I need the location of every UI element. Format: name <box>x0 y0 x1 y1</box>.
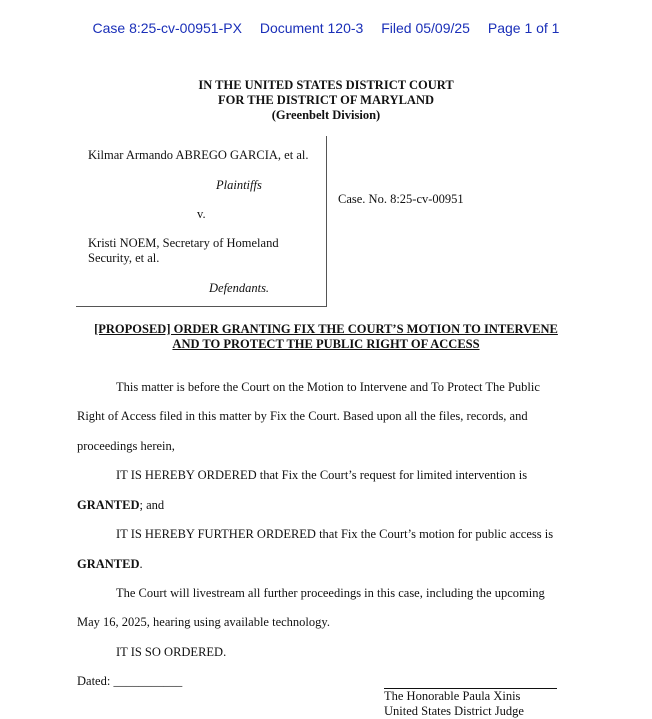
paragraph-3-line-1: IT IS HEREBY FURTHER ORDERED that Fix the Court’s motion for public access is <box>116 527 554 541</box>
plaintiff-role: Plaintiffs <box>216 178 262 192</box>
order-title-line-2: AND TO PROTECT THE PUBLIC RIGHT OF ACCESS <box>172 337 480 351</box>
paragraph-2-line-2 <box>77 498 164 513</box>
granted-emphasis: GRANTED <box>77 498 140 512</box>
versus-label: v. <box>197 207 206 221</box>
court-heading-division: (Greenbelt Division) <box>271 108 381 122</box>
defendant-role: Defendants. <box>209 281 270 295</box>
judge-name: The Honorable Paula Xinis <box>384 689 521 703</box>
header-case-number: Case 8:25-cv-00951-PX <box>92 20 242 36</box>
header-page-number: Page 1 of 1 <box>487 20 560 36</box>
paragraph-2-tail: ; and <box>139 498 165 512</box>
case-number: Case. No. 8:25-cv-00951 <box>338 192 464 206</box>
paragraph-1-line-2: Right of Access filed in this matter by Fix the Court. Based upon all the files, records, and <box>77 409 528 423</box>
case-caption-parties <box>76 136 327 307</box>
paragraph-4-line-2: May 16, 2025, hearing using available technology. <box>77 615 330 629</box>
page-header <box>0 20 652 36</box>
defendant-name-line-2: Security, et al. <box>88 251 160 265</box>
court-heading-line-1: IN THE UNITED STATES DISTRICT COURT <box>198 78 454 92</box>
paragraph-3-tail: . <box>139 557 143 571</box>
defendant-name-line-1: Kristi NOEM, Secretary of Homeland <box>88 236 279 250</box>
paragraph-1-line-3: proceedings herein, <box>77 439 175 453</box>
dated-line: Dated: ___________ <box>77 674 183 688</box>
judge-title: United States District Judge <box>384 704 524 718</box>
court-heading-line-2: FOR THE DISTRICT OF MARYLAND <box>217 93 435 107</box>
header-filed-date: Filed 05/09/25 <box>381 20 470 36</box>
paragraph-4-line-1: The Court will livestream all further proceedings in this case, including the upcoming <box>116 586 545 600</box>
header-document-number: Document 120-3 <box>259 20 364 36</box>
paragraph-3-line-2 <box>77 557 143 572</box>
order-title-line-1: [PROPOSED] ORDER GRANTING FIX THE COURT’S MOTION TO INTERVENE <box>94 322 558 336</box>
granted-emphasis: GRANTED <box>77 557 140 571</box>
paragraph-1-line-1: This matter is before the Court on the Motion to Intervene and To Protect The Public <box>116 380 540 394</box>
so-ordered: IT IS SO ORDERED. <box>116 645 227 659</box>
court-heading <box>0 78 652 123</box>
plaintiff-name: Kilmar Armando ABREGO GARCIA, et al. <box>88 148 309 162</box>
paragraph-2-line-1: IT IS HEREBY ORDERED that Fix the Court’s request for limited intervention is <box>116 468 528 482</box>
order-title <box>0 322 652 352</box>
